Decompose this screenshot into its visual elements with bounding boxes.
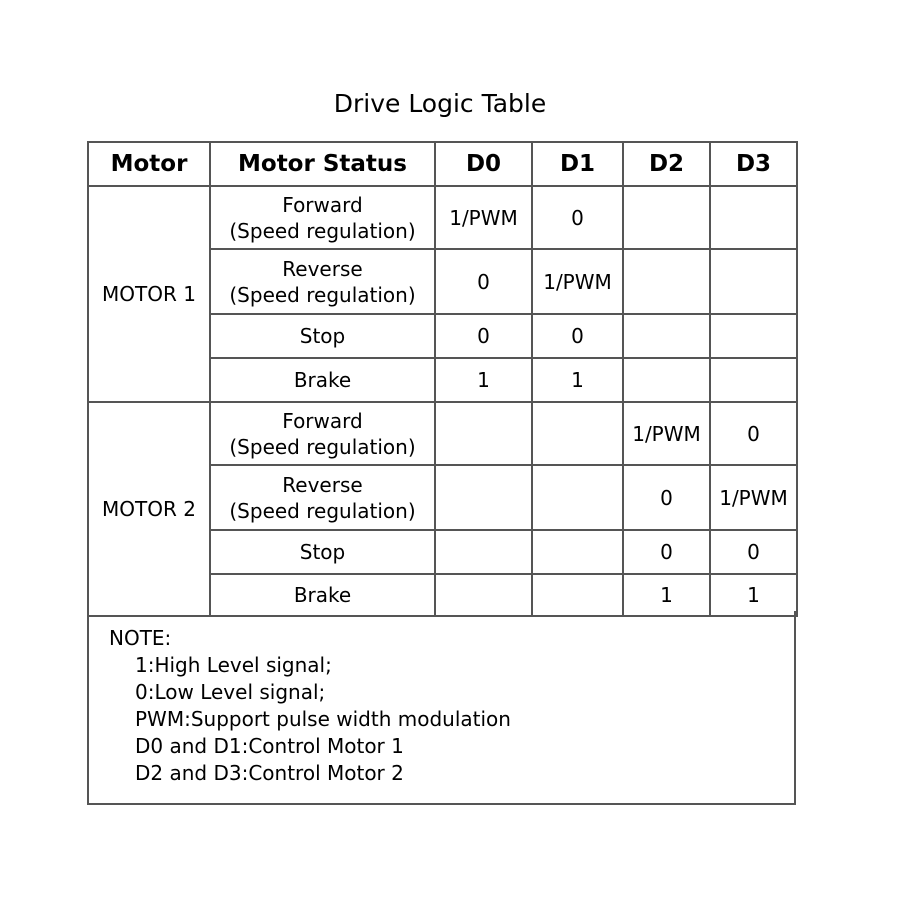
header-row (88, 142, 797, 186)
note-line: D0 and D1:Control Motor 1 (135, 734, 404, 758)
status-label: Forward (282, 192, 363, 217)
d2-cell: 0 (623, 530, 710, 574)
d0-cell (435, 574, 532, 616)
table-row (88, 402, 797, 465)
status-cell (210, 249, 435, 314)
d1-cell: 0 (532, 186, 623, 249)
header-d1: D1 (532, 142, 623, 186)
d2-cell (623, 314, 710, 358)
d1-cell (532, 402, 623, 465)
status-cell (210, 465, 435, 530)
d3-cell: 0 (710, 402, 797, 465)
d2-cell: 0 (623, 465, 710, 530)
d3-cell (710, 358, 797, 402)
status-cell (210, 186, 435, 249)
d3-cell: 1 (710, 574, 797, 616)
d2-cell (623, 249, 710, 314)
header-d2: D2 (623, 142, 710, 186)
status-cell (210, 530, 435, 574)
table-title: Drive Logic Table (333, 89, 547, 118)
status-label: Brake (293, 583, 352, 607)
d1-cell: 0 (532, 314, 623, 358)
note-heading: NOTE: (109, 626, 172, 650)
status-sublabel: (Speed regulation) (229, 282, 416, 307)
d1-cell (532, 465, 623, 530)
d1-cell (532, 530, 623, 574)
d3-cell (710, 249, 797, 314)
note-line: PWM:Support pulse width modulation (135, 707, 511, 731)
d3-cell (710, 314, 797, 358)
header-d0: D0 (435, 142, 532, 186)
status-label: Stop (299, 324, 346, 348)
d0-cell: 0 (435, 249, 532, 314)
d0-cell (435, 465, 532, 530)
status-label: Reverse (282, 256, 363, 281)
status-label: Stop (299, 540, 346, 564)
d2-cell: 1/PWM (623, 402, 710, 465)
motor-1-label: MOTOR 1 (88, 186, 210, 402)
motor-2-label: MOTOR 2 (88, 402, 210, 616)
status-sublabel: (Speed regulation) (229, 434, 416, 459)
d2-cell (623, 358, 710, 402)
d1-cell: 1/PWM (532, 249, 623, 314)
d0-cell (435, 530, 532, 574)
header-motor: Motor (88, 142, 210, 186)
status-cell (210, 314, 435, 358)
status-label: Forward (282, 408, 363, 433)
d0-cell: 0 (435, 314, 532, 358)
status-label: Reverse (282, 472, 363, 497)
status-sublabel: (Speed regulation) (229, 498, 416, 523)
d2-cell: 1 (623, 574, 710, 616)
d1-cell (532, 574, 623, 616)
table-row (88, 186, 797, 249)
d0-cell: 1 (435, 358, 532, 402)
d3-cell (710, 186, 797, 249)
status-sublabel: (Speed regulation) (229, 218, 416, 243)
status-label: Brake (293, 368, 352, 392)
note-line: D2 and D3:Control Motor 2 (135, 761, 404, 785)
note-line: 0:Low Level signal; (135, 680, 326, 704)
status-cell (210, 358, 435, 402)
header-motor-status: Motor Status (210, 142, 435, 186)
drive-logic-table (87, 141, 798, 617)
note-box (87, 611, 796, 805)
d1-cell: 1 (532, 358, 623, 402)
d2-cell (623, 186, 710, 249)
status-cell (210, 574, 435, 616)
header-d3: D3 (710, 142, 797, 186)
d0-cell: 1/PWM (435, 186, 532, 249)
d0-cell (435, 402, 532, 465)
d3-cell: 1/PWM (710, 465, 797, 530)
note-line: 1:High Level signal; (135, 653, 332, 677)
d3-cell: 0 (710, 530, 797, 574)
status-cell (210, 402, 435, 465)
